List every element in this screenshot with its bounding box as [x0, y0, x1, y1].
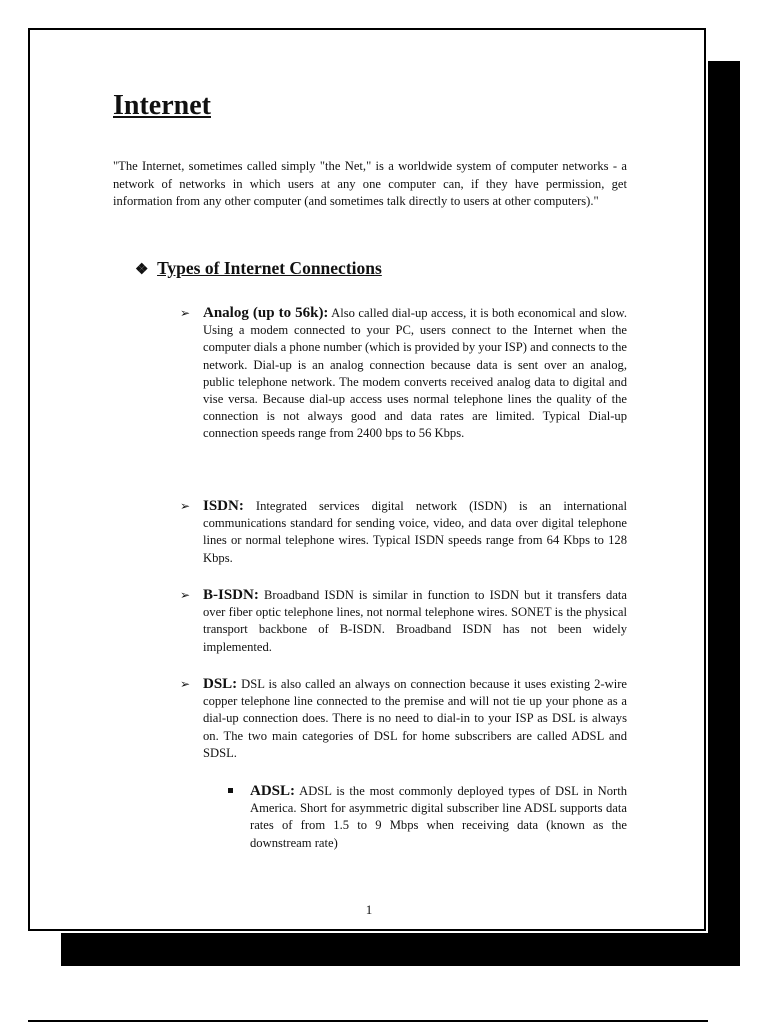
page-title: Internet: [113, 90, 211, 121]
list-item-dsl: [180, 676, 627, 762]
document-page: [28, 28, 706, 931]
page-separator-line: [28, 1020, 708, 1022]
list-item-term: Analog (up to 56k):: [203, 305, 329, 321]
sub-item-adsl: [250, 783, 627, 852]
arrow-bullet-icon: ➢: [180, 677, 191, 691]
square-bullet-icon: [228, 788, 233, 793]
list-item-text: Also called dial-up access, it is both economical and slow. Using a modem connected to your PC, users connect to the Internet when the computer dials a phone number (which is provided by your ISP) and connects to the network. Dial-up is an analog connection because data is sent over an analog, public telephone network. The modem converts received analog data to digital and vise versa. Because dial-up access uses normal telephone lines the quality of the connection is not always good and data rates are limited. Typical Dial-up connection speeds range from 2400 bps to 56 Kbps.: [203, 306, 627, 441]
list-item-term: DSL:: [203, 676, 238, 692]
list-item-term: ISDN:: [203, 498, 244, 514]
section-heading: [135, 258, 382, 279]
list-item-analog: [180, 305, 627, 443]
list-item-text: Broadband ISDN is similar in function to ISDN but it transfers data over fiber optic telephone lines, not normal telephone wires. SONET is the physical transport backbone of B-ISDN. Broadband ISDN has not been widely implemented.: [203, 588, 627, 654]
diamond-bullet-icon: ❖: [135, 262, 149, 278]
sub-item-term: ADSL:: [250, 783, 296, 799]
arrow-bullet-icon: ➢: [180, 306, 191, 320]
intro-paragraph: "The Internet, sometimes called simply "the Net," is a worldwide system of computer networks - a network of networks in which users at any one computer can, if they have permission, get information from any other computer (and sometimes talk directly to users at other computers).": [113, 159, 627, 208]
list-item-text: Integrated services digital network (ISDN) is an international communications standard for sending voice, video, and data over digital telephone lines or normal telephone wires. Typical ISDN speeds range from 64 Kbps to 128 Kbps.: [203, 499, 627, 565]
list-item-text: DSL is also called an always on connection because it uses existing 2-wire copper telephone line connected to the premise and will not tie up your phone as a dial-up connection does. There is no need to dial-in to your ISP as DSL is always on. The two main categories of DSL for home subscribers are called ADSL and SDSL.: [203, 677, 627, 760]
page-number: 1: [365, 902, 373, 917]
list-item-term: B-ISDN:: [203, 587, 259, 603]
list-item-isdn: [180, 498, 627, 567]
page-shadow-right: [708, 61, 740, 966]
arrow-bullet-icon: ➢: [180, 588, 191, 602]
arrow-bullet-icon: ➢: [180, 499, 191, 513]
page-shadow-bottom: [61, 933, 740, 966]
section-heading-text: Types of Internet Connections: [157, 258, 382, 278]
sub-item-text: ADSL is the most commonly deployed types of DSL in North America. Short for asymmetric digital subscriber line ADSL supports data rates of from 1.5 to 9 Mbps when receiving data (known as the downstream rate): [250, 784, 627, 850]
list-item-b-isdn: [180, 587, 627, 656]
